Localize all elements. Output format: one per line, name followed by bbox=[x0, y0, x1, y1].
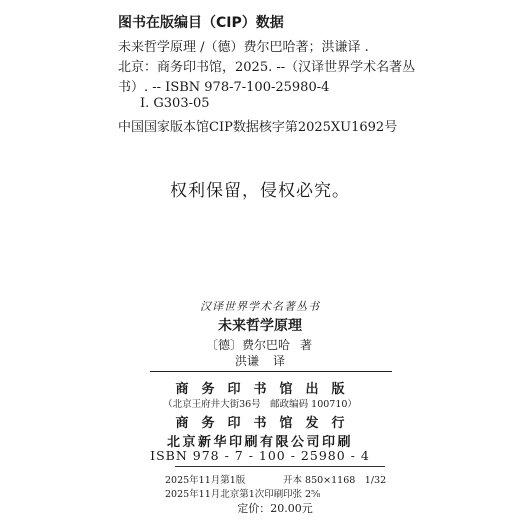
cip-publisher-line: 北京：商务印书馆，2025. --（汉译世界学术名著丛 bbox=[118, 60, 416, 75]
book-title: 未来哲学原理 bbox=[218, 318, 302, 334]
publisher-address: （北京王府井大街36号 邮政编码 100710） bbox=[163, 399, 357, 410]
cip-number: 中国国家版本馆CIP数据核字第2025XU1692号 bbox=[118, 120, 398, 135]
price: 定价：20.00元 bbox=[237, 502, 313, 515]
printing-row bbox=[165, 486, 395, 500]
print-sheets: 印张 2⅝ bbox=[283, 489, 321, 500]
cip-isbn-line: 书）. -- ISBN 978-7-100-25980-4 bbox=[118, 80, 330, 95]
edition-row bbox=[165, 472, 395, 486]
author-name: 〔德〕费尔巴哈 bbox=[205, 338, 290, 352]
publisher-line: 商务印书馆出版 bbox=[175, 382, 358, 397]
distributor-line: 商务印书馆发行 bbox=[175, 416, 358, 431]
translator-name: 洪谦 bbox=[234, 354, 259, 368]
series-name: 汉译世界学术名著丛书 bbox=[200, 300, 320, 313]
first-edition: 2025年11月第1版 bbox=[165, 475, 246, 486]
rights-statement: 权利保留，侵权必究。 bbox=[170, 181, 350, 201]
divider-rule bbox=[150, 371, 392, 372]
isbn-line: ISBN 978 - 7 - 100 - 25980 - 4 bbox=[150, 448, 370, 463]
cip-heading: 图书在版编目（CIP）数据 bbox=[118, 15, 284, 31]
translator-role: 译 bbox=[273, 354, 286, 368]
translator-row bbox=[0, 352, 520, 369]
book-format: 开本 850×1168 1/32 bbox=[283, 475, 387, 486]
author-role: 著 bbox=[300, 338, 315, 352]
cip-title-line: 未来哲学原理 /（德）费尔巴哈著；洪谦译 . bbox=[118, 40, 369, 55]
first-printing: 2025年11月北京第1次印刷 bbox=[165, 489, 284, 500]
cip-classification: Ⅰ. G303-05 bbox=[140, 96, 210, 111]
printer-line: 北京新华印刷有限公司印刷 bbox=[166, 435, 353, 450]
divider-rule-lower bbox=[175, 466, 385, 467]
author-row bbox=[0, 336, 520, 353]
